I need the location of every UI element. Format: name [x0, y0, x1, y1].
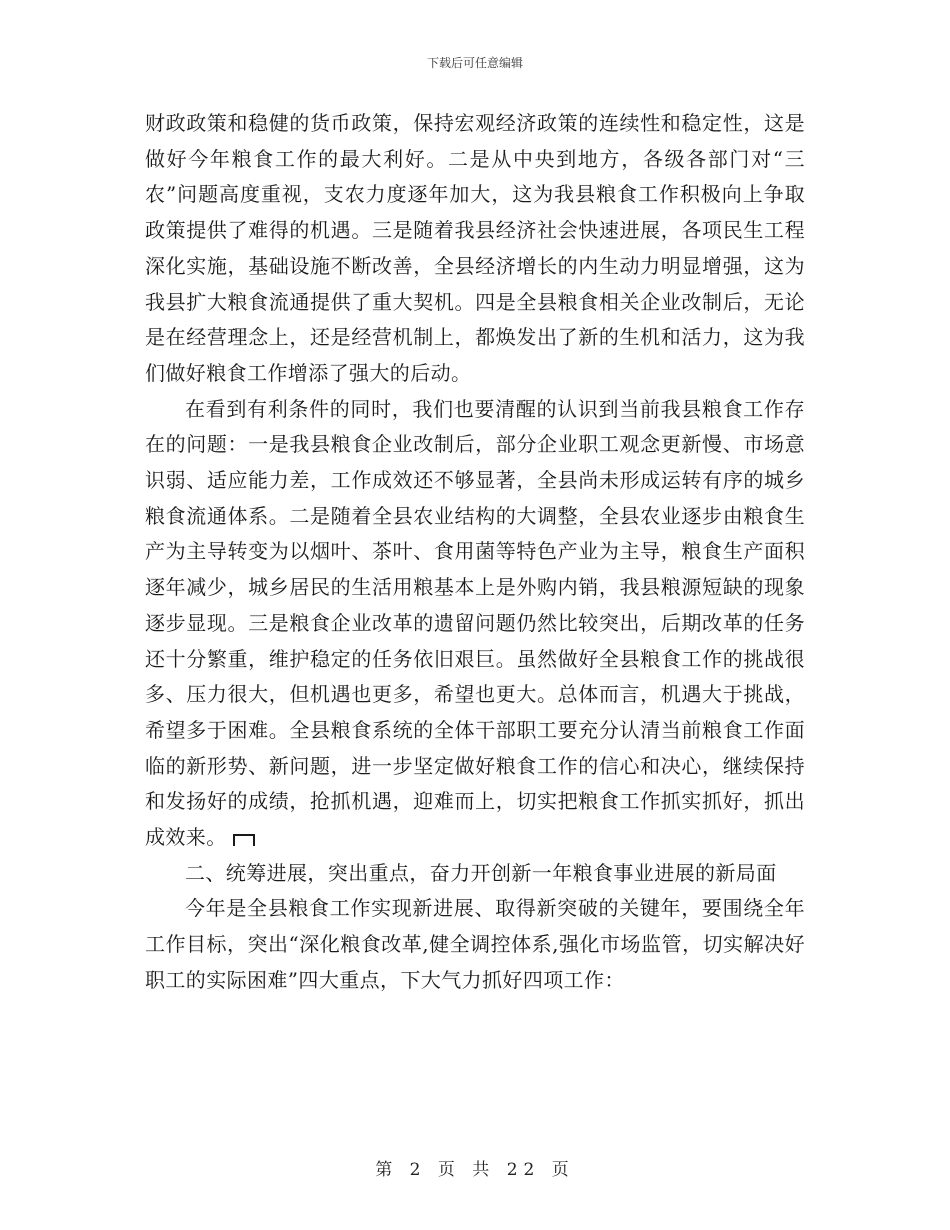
- section-heading: 二、统筹进展，突出重点，奋力开创新一年粮食事业进展的新局面: [185, 860, 777, 885]
- paragraph-challenges-text: 在看到有利条件的同时，我们也要清醒的认识到当前我县粮食工作存在的问题：一是我县粮食企业改制后，部分企业职工观念更新慢、市场意识弱、适应能力差，工作成效还不够显著，全县尚未形成运转有序的城乡粮食流通体系。二是随着全县农业结构的大调整，全县农业逐步由粮食生产为主导转变为以烟叶、茶叶、食用菌等特色产业为主导，粮食生产面积逐年减少，城乡居民的生活用粮基本上是外购内销，我县粮源短缺的现象逐步显现。三是粮食企业改革的遗留问题仍然比较突出，后期改革的任务还十分繁重，维护稳定的任务依旧艰巨。虽然做好全县粮食工作的挑战很多、压力很大，但机遇也更多，希望也更大。总体而言，机遇大于挑战，希望多于困难。全县粮食系统的全体干部职工要充分认清当前粮食工作面临的新形势、新问题，进一步坚定做好粮食工作的信心和决心，继续保持和发扬好的成绩，抢抓机遇，迎难而上，切实把粮食工作抓实抓好，抓出成效来。: [145, 396, 805, 850]
- document-body: [145, 106, 805, 999]
- paragraph-work-plan: 今年是全县粮食工作实现新进展、取得新突破的关键年，要围绕全年工作目标，突出“深化粮食改革,健全调控体系,强化市场监管，切实解决好职工的实际困难”四大重点，下大气力抓好四项工作：: [145, 896, 805, 992]
- page-number-footer: 第 2 页 共 22 页: [375, 1160, 575, 1180]
- paragraph-challenges: [145, 392, 805, 856]
- bracket-mark-icon: [233, 834, 255, 846]
- header-note: 下载后可任意编辑: [426, 56, 523, 70]
- paragraph-continued: 财政政策和稳健的货币政策，保持宏观经济政策的连续性和稳定性，这是做好今年粮食工作的最大利好。二是从中央到地方，各级各部门对“三农”问题高度重视，支农力度逐年加大，这为我县粮食工作积极向上争取政策提供了难得的机遇。三是随着我县经济社会快速进展，各项民生工程深化实施，基础设施不断改善，全县经济增长的内生动力明显增强，这为我县扩大粮食流通提供了重大契机。四是全县粮食相关企业改制后，无论是在经营理念上，还是经营机制上，都焕发出了新的生机和活力，这为我们做好粮食工作增添了强大的后动。: [145, 111, 805, 385]
